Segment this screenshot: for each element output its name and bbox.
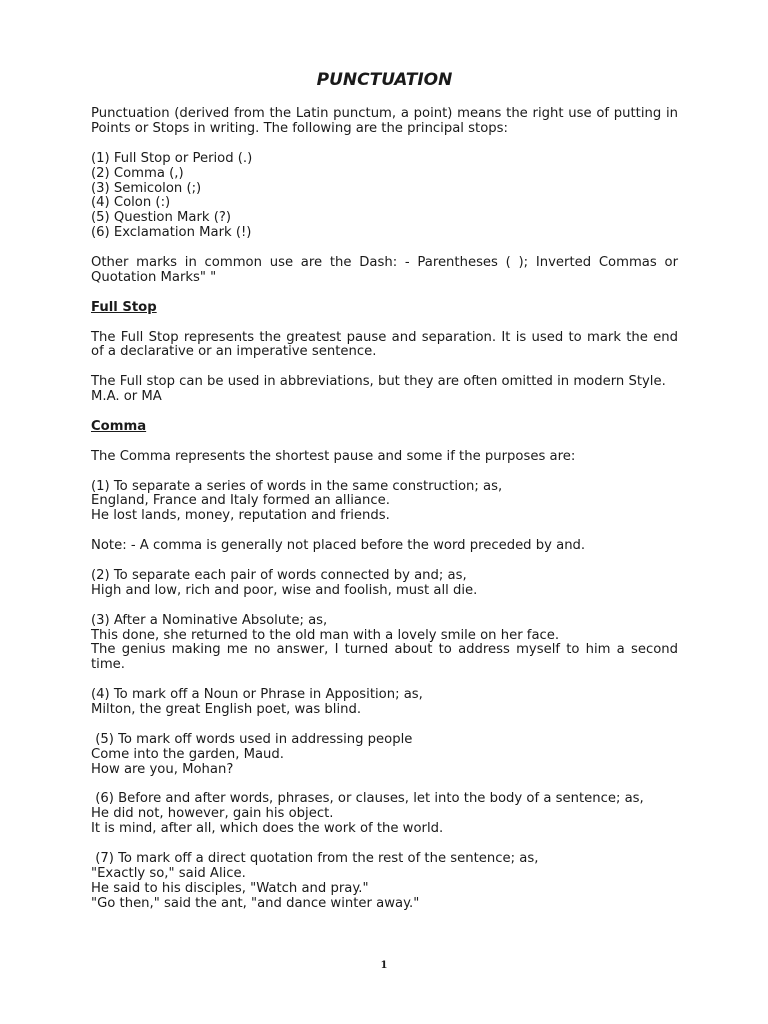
example-line: "Exactly so," said Alice. [91,865,246,881]
page-title: PUNCTUATION [316,70,453,90]
other-marks-paragraph: Other marks in common use are the Dash: - Parentheses ( ); Inverted Commas or Quotation Marks" " [91,255,678,285]
comma-rule-6 [91,792,678,837]
example-line: How are you, Mohan? [91,761,234,777]
example-line: It is mind, after all, which does the work of the world. [91,821,444,837]
full-stop-paragraph-2 [91,375,678,405]
full-stop-example: M.A. or MA [91,389,162,405]
example-line: He lost lands, money, reputation and friends. [91,508,390,524]
intro-paragraph: Punctuation (derived from the Latin punctum, a point) means the right use of putting in Points or Stops in writing. The following are the principal stops: [91,106,678,136]
page-content [91,70,678,927]
comma-rule-4 [91,688,678,718]
example-line: He said to his disciples, "Watch and pray." [91,880,369,896]
comma-rule-3 [91,614,678,674]
list-item: (2) Comma (,) [91,165,184,181]
rule-text: (5) To mark off words used in addressing people [91,731,413,747]
list-item: (3) Semicolon (;) [91,180,202,196]
comma-rule-7 [91,852,678,912]
page-number: 1 [380,960,388,971]
full-stop-paragraph-1: The Full Stop represents the greatest pause and separation. It is used to mark the end of a declarative or an imperative sentence. [91,329,678,360]
list-item: (4) Colon (:) [91,195,171,211]
example-line: Milton, the great English poet, was blind. [91,702,362,718]
rule-text: (3) After a Nominative Absolute; as, [91,612,328,628]
comma-heading: Comma [91,418,147,434]
comma-rule-1 [91,480,678,525]
rule-text: (6) Before and after words, phrases, or clauses, let into the body of a sentence; as, [91,791,644,807]
rule-text: (2) To separate each pair of words connected by and; as, [91,567,467,583]
list-item: (6) Exclamation Mark (!) [91,225,252,241]
example-line: He did not, however, gain his object. [91,806,334,822]
comma-rule-2 [91,569,678,599]
example-line: Come into the garden, Maud. [91,746,284,762]
stops-list [91,152,678,241]
example-line: This done, she returned to the old man with a lovely smile on her face. [91,627,560,643]
rule-text: (1) To separate a series of words in the same construction; as, [91,478,503,494]
example-line: England, France and Italy formed an alliance. [91,493,390,509]
rule-text: (4) To mark off a Noun or Phrase in Apposition; as, [91,687,423,703]
comma-intro: The Comma represents the shortest pause and some if the purposes are: [91,448,576,464]
comma-rule-5 [91,733,678,778]
full-stop-text: The Full stop can be used in abbreviations, but they are often omitted in modern Style. [91,374,666,390]
comma-note: Note: - A comma is generally not placed before the word preceded by and. [91,538,586,554]
list-item: (1) Full Stop or Period (.) [91,150,253,166]
rule-text: (7) To mark off a direct quotation from the rest of the sentence; as, [91,851,539,867]
example-line: "Go then," said the ant, "and dance winter away." [91,895,420,911]
example-line: The genius making me no answer, I turned about to address myself to him a second time. [91,642,678,673]
full-stop-heading: Full Stop [91,299,157,315]
list-item: (5) Question Mark (?) [91,210,232,226]
example-line: High and low, rich and poor, wise and foolish, must all die. [91,582,478,598]
